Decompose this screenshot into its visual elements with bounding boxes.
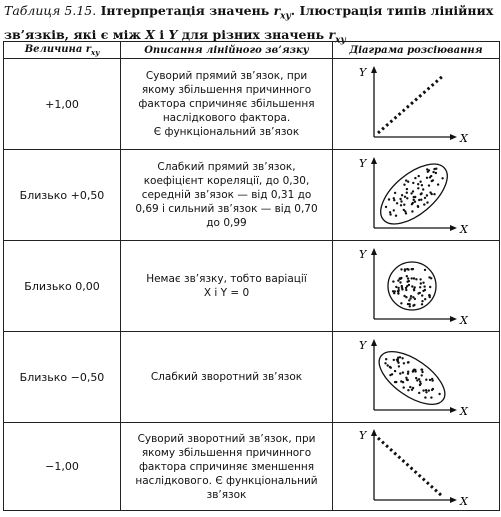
- scatter-point: [403, 204, 405, 206]
- y-axis-label: Y: [359, 428, 367, 442]
- scatter-point: [430, 175, 432, 177]
- scatter-point: [388, 198, 390, 200]
- scatter-point: [412, 296, 414, 298]
- scatter-point: [406, 192, 408, 194]
- scatter-point: [411, 268, 413, 270]
- scatter-point: [403, 386, 405, 388]
- scatter-point: [407, 277, 409, 279]
- scatter-point: [407, 389, 409, 391]
- scatter-point: [426, 194, 428, 196]
- scatter-point: [422, 290, 424, 292]
- scatter-point: [417, 187, 419, 189]
- value-cell: +1,00: [4, 59, 121, 150]
- scatter-point: [428, 294, 430, 296]
- value-cell: −1,00: [4, 423, 121, 511]
- perfect-positive-scatter: [356, 63, 476, 145]
- perfect-negative-scatter: [356, 426, 476, 508]
- scatter-point: [405, 289, 407, 291]
- scatter-point: [406, 285, 408, 287]
- scatter-point: [424, 197, 426, 199]
- scatter-point: [399, 356, 401, 358]
- scatter-point: [387, 364, 389, 366]
- scatter-point: [441, 177, 443, 179]
- scatter-point: [389, 213, 391, 215]
- scatter-point: [385, 358, 387, 360]
- scatter-point: [428, 276, 430, 278]
- scatter-point: [417, 183, 419, 185]
- scatter-ellipse: [371, 341, 454, 414]
- scatter-point: [429, 379, 431, 381]
- x-axis-label: X: [460, 223, 468, 236]
- description-cell: Слабкий зворотний зв’язок: [121, 332, 333, 423]
- moderate-negative-scatter: [356, 336, 476, 418]
- scatter-point: [390, 367, 392, 369]
- scatter-points: [385, 168, 444, 217]
- scatter-point: [424, 269, 426, 271]
- scatter-point: [393, 199, 395, 201]
- moderate-positive-scatter: [356, 154, 476, 236]
- y-axis-label: Y: [359, 339, 367, 352]
- x-axis-label: X: [460, 494, 468, 508]
- scatter-point: [419, 384, 421, 386]
- scatter-point: [399, 198, 401, 200]
- scatter-point: [421, 300, 423, 302]
- scatter-point: [411, 389, 413, 391]
- scatter-ellipse: [371, 154, 458, 235]
- scatter-point: [420, 193, 422, 195]
- scatter-point: [401, 194, 403, 196]
- scatter-point: [412, 202, 414, 204]
- scatter-point: [409, 303, 411, 305]
- diagram-cell: [333, 423, 500, 511]
- scatter-point: [419, 381, 421, 383]
- scatter-point: [431, 389, 433, 391]
- scatter-point: [438, 393, 440, 395]
- description-cell: Суворий прямий зв’язок, при якому збільшення причинного фактора спричиняє збільшення наслідкового фактора. Є функціональний зв’язок: [121, 59, 333, 150]
- scatter-point: [424, 298, 426, 300]
- scatter-point: [400, 204, 402, 206]
- header-diagram: Діаграма розсіювання: [333, 42, 500, 59]
- value-cell: Близько −0,50: [4, 332, 121, 423]
- y-axis-label: Y: [359, 248, 367, 261]
- scatter-point: [407, 268, 409, 270]
- scatter-point: [412, 190, 414, 192]
- scatter-point: [411, 285, 413, 287]
- diagram-cell: [333, 59, 500, 150]
- scatter-point: [418, 392, 420, 394]
- scatter-point: [405, 212, 407, 214]
- scatter-point: [421, 184, 423, 186]
- scatter-point: [423, 203, 425, 205]
- scatter-point: [399, 372, 401, 374]
- scatter-point: [435, 168, 437, 170]
- x-axis-label: X: [460, 132, 468, 145]
- caption-text-1: Інтерпретація значень: [96, 3, 274, 18]
- scatter-point: [411, 210, 413, 212]
- diagram-cell: [333, 332, 500, 423]
- caption-x: X: [145, 26, 155, 42]
- scatter-point: [398, 289, 400, 291]
- scatter-point: [413, 304, 415, 306]
- header-row: [4, 42, 500, 59]
- scatter-point: [405, 296, 407, 298]
- caption-text-3: для різних значень: [177, 26, 329, 42]
- description-cell: Суворий зворотний зв’язок, при якому збільшення причинного фактора спричиняє зменшення наслідкового. Є функціональний зв’язок: [121, 423, 333, 511]
- scatter-point: [422, 389, 424, 391]
- scatter-point: [402, 371, 404, 373]
- scatter-point: [421, 371, 423, 373]
- scatter-point: [400, 268, 402, 270]
- scatter-point: [415, 278, 417, 280]
- caption-r2-sub: xy: [335, 35, 346, 45]
- description-cell: Слабкий прямий зв’язок, коефіцієнт кореляції, до 0,30, середній зв’язок — від 0,31 до 0,69 і сильний зв’язок — від 0,70 до 0,99: [121, 150, 333, 241]
- scatter-point: [402, 381, 404, 383]
- scatter-point: [406, 281, 408, 283]
- scatter-point: [415, 377, 417, 379]
- scatter-point: [401, 357, 403, 359]
- scatter-point: [417, 292, 419, 294]
- scatter-point: [396, 202, 398, 204]
- scatter-point: [397, 279, 399, 281]
- scatter-point: [414, 286, 416, 288]
- caption-lead: Таблиця 5.15.: [4, 3, 97, 18]
- scatter-point: [407, 371, 409, 373]
- scatter-point: [410, 295, 412, 297]
- scatter-point: [414, 201, 416, 203]
- scatter-point: [409, 305, 411, 307]
- scatter-point: [416, 379, 418, 381]
- scatter-point: [421, 303, 423, 305]
- dotted-line: [378, 75, 444, 133]
- scatter-point: [430, 396, 432, 398]
- value-cell: Близько 0,00: [4, 241, 121, 332]
- scatter-point: [395, 286, 397, 288]
- scatter-point: [414, 196, 416, 198]
- scatter-point: [424, 396, 426, 398]
- scatter-point: [433, 193, 435, 195]
- caption-and: і: [155, 26, 169, 42]
- scatter-point: [389, 211, 391, 213]
- header-description: Описання лінійного зв’язку: [121, 42, 333, 59]
- scatter-point: [393, 359, 395, 361]
- scatter-point: [384, 362, 386, 364]
- scatter-point: [421, 374, 423, 376]
- scatter-point: [437, 183, 439, 185]
- scatter-point: [419, 286, 421, 288]
- scatter-point: [420, 199, 422, 201]
- diagram-cell: [333, 241, 500, 332]
- scatter-point: [397, 360, 399, 362]
- scatter-point: [432, 179, 434, 181]
- scatter-point: [406, 275, 408, 277]
- scatter-point: [397, 287, 399, 289]
- caption-r-sub: xy: [280, 11, 291, 22]
- scatter-point: [428, 184, 430, 186]
- scatter-point: [422, 282, 424, 284]
- scatter-point: [411, 277, 413, 279]
- scatter-point: [419, 278, 421, 280]
- scatter-point: [406, 188, 408, 190]
- scatter-point: [425, 391, 427, 393]
- scatter-point: [425, 389, 427, 391]
- scatter-point: [404, 268, 406, 270]
- scatter-point: [422, 188, 424, 190]
- scatter-point: [409, 386, 411, 388]
- scatter-point: [385, 206, 387, 208]
- scatter-point: [421, 294, 423, 296]
- description-cell: Немає зв’язку, тобто варіації X і Y = 0: [121, 241, 333, 332]
- scatter-point: [407, 361, 409, 363]
- table-row: [4, 59, 500, 150]
- caption-text-2: . Ілюстрація типів лінійних зв’язків, які є між: [4, 3, 494, 42]
- scatter-point: [426, 177, 428, 179]
- scatter-point: [394, 192, 396, 194]
- header-value: Величина $r_{xy}$: [4, 42, 121, 59]
- scatter-point: [404, 196, 406, 198]
- scatter-point: [418, 175, 420, 177]
- dotted-line: [378, 438, 442, 496]
- scatter-point: [432, 171, 434, 173]
- scatter-point: [398, 365, 400, 367]
- scatter-point: [426, 201, 428, 203]
- scatter-point: [392, 280, 394, 282]
- scatter-point: [421, 369, 423, 371]
- scatter-point: [419, 181, 421, 183]
- scatter-point: [431, 378, 433, 380]
- scatter-point: [393, 209, 395, 211]
- scatter-point: [400, 200, 402, 202]
- y-axis-label: Y: [359, 66, 367, 79]
- scatter-point: [435, 172, 437, 174]
- scatter-point: [405, 377, 407, 379]
- scatter-point: [418, 199, 420, 201]
- scatter-point: [412, 182, 414, 184]
- table-row: [4, 423, 500, 511]
- x-axis-label: X: [460, 314, 468, 327]
- scatter-point: [426, 168, 428, 170]
- no-correlation-scatter: [356, 245, 476, 327]
- scatter-point: [429, 286, 431, 288]
- scatter-point: [413, 369, 415, 371]
- y-axis-label: Y: [359, 157, 367, 170]
- scatter-point: [420, 282, 422, 284]
- scatter-point: [410, 192, 412, 194]
- scatter-point: [417, 206, 419, 208]
- scatter-point: [394, 370, 396, 372]
- scatter-point: [394, 290, 396, 292]
- scatter-point: [406, 197, 408, 199]
- scatter-point: [391, 373, 393, 375]
- x-axis-label: X: [460, 405, 468, 418]
- scatter-point: [423, 285, 425, 287]
- scatter-point: [403, 362, 405, 364]
- caption-r: r: [273, 3, 281, 18]
- scatter-points: [392, 268, 433, 308]
- scatter-points: [384, 356, 441, 399]
- caption-r2: r: [328, 26, 336, 42]
- diagram-cell: [333, 150, 500, 241]
- scatter-point: [401, 287, 403, 289]
- scatter-point: [428, 389, 430, 391]
- scatter-point: [429, 191, 431, 193]
- interpretation-table: [3, 41, 500, 511]
- scatter-point: [400, 302, 402, 304]
- scatter-point: [399, 277, 401, 279]
- table-row: [4, 332, 500, 423]
- scatter-point: [425, 379, 427, 381]
- scatter-point: [413, 277, 415, 279]
- scatter-point: [399, 281, 401, 283]
- scatter-point: [403, 184, 405, 186]
- table-row: [4, 241, 500, 332]
- scatter-point: [403, 209, 405, 211]
- scatter-point: [407, 379, 409, 381]
- scatter-point: [409, 297, 411, 299]
- scatter-point: [394, 381, 396, 383]
- scatter-point: [407, 181, 409, 183]
- scatter-point: [395, 215, 397, 217]
- value-cell: Близько +0,50: [4, 150, 121, 241]
- table-row: [4, 150, 500, 241]
- caption-y: Y: [168, 26, 178, 42]
- scatter-point: [414, 177, 416, 179]
